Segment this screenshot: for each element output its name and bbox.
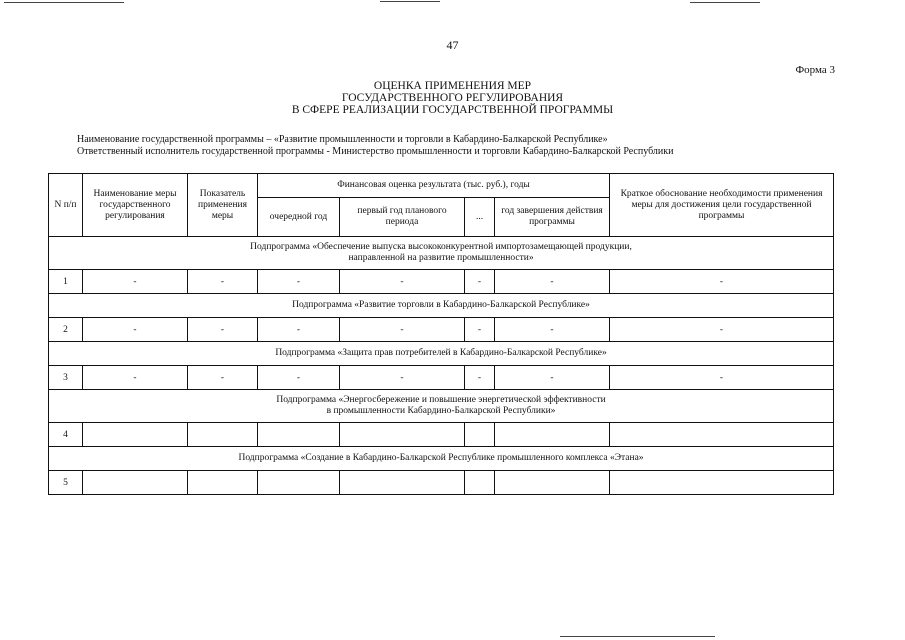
title-line: В СФЕРЕ РЕАЛИЗАЦИИ ГОСУДАРСТВЕННОЙ ПРОГРАММЫ: [291, 104, 614, 116]
page-number: 47: [446, 38, 459, 52]
table-row: [49, 471, 834, 495]
subprogram-row: [49, 390, 834, 423]
cell-measure: [83, 423, 188, 447]
subprogram-row: [49, 342, 834, 366]
subprogram-title: [49, 390, 834, 423]
cell-ellipsis: [465, 423, 495, 447]
cell-num: 5: [49, 471, 83, 495]
cell-justification: -: [610, 270, 834, 294]
cell-year-end: -: [495, 366, 610, 390]
subprogram-title: [49, 237, 834, 270]
cell-year-end: -: [495, 318, 610, 342]
cell-year-end: [495, 471, 610, 495]
subprogram-line: Подпрограмма «Развитие торговли в Кабардино-Балкарской Республике»: [292, 299, 590, 310]
subprogram-line: Подпрограмма «Создание в Кабардино-Балкарской Республике промышленного комплекса «Этана»: [238, 452, 644, 463]
cell-indicator: [188, 471, 258, 495]
subprogram-line: Подпрограмма «Защита прав потребителей в Кабардино-Балкарской Республике»: [275, 347, 607, 358]
subprogram-line: направленной на развитие промышленности»: [348, 253, 534, 263]
cell-year-first: -: [340, 318, 465, 342]
cell-year-current: -: [258, 318, 340, 342]
cell-year-first: [340, 423, 465, 447]
cell-year-current: [258, 423, 340, 447]
cell-justification: [610, 471, 834, 495]
scan-artifact-line: [380, 1, 440, 2]
cell-year-first: [340, 471, 465, 495]
cell-justification: [610, 423, 834, 447]
subprogram-title: [49, 447, 834, 471]
responsible-executor: Ответственный исполнитель государственной программы - Министерство промышленности и торговли Кабардино-Балкарской Республики: [77, 146, 674, 157]
cell-indicator: -: [188, 366, 258, 390]
table-header-row: [49, 174, 834, 198]
header-year-current: очередной год: [258, 198, 340, 237]
cell-num: 1: [49, 270, 83, 294]
subprogram-line: в промышленности Кабардино-Балкарской Республики»: [326, 406, 556, 416]
scan-artifact-line: [560, 636, 715, 637]
cell-justification: -: [610, 366, 834, 390]
scan-artifact-line: [4, 2, 124, 3]
cell-ellipsis: [465, 471, 495, 495]
table-row: [49, 270, 834, 294]
title-line: ОЦЕНКА ПРИМЕНЕНИЯ МЕР: [373, 80, 532, 92]
cell-measure: -: [83, 366, 188, 390]
header-year-end: год завершения действия программы: [495, 198, 610, 237]
cell-year-end: -: [495, 270, 610, 294]
cell-num: 2: [49, 318, 83, 342]
scan-artifact-line: [690, 2, 760, 3]
subprogram-line: Подпрограмма «Энергосбережение и повышение энергетической эффективности: [276, 394, 606, 405]
header-measure: Наименование меры государственного регулирования: [83, 174, 188, 237]
header-justification: Краткое обоснование необходимости применения меры для достижения цели государственной программы: [610, 174, 834, 237]
cell-year-first: -: [340, 366, 465, 390]
header-year-first: первый год планового периода: [340, 198, 465, 237]
cell-ellipsis: -: [465, 366, 495, 390]
table-row: [49, 366, 834, 390]
cell-justification: -: [610, 318, 834, 342]
subprogram-row: [49, 447, 834, 471]
cell-indicator: -: [188, 270, 258, 294]
program-meta: [77, 134, 673, 158]
measures-table: [48, 173, 834, 495]
subprogram-title: [49, 294, 834, 318]
header-finance: Финансовая оценка результата (тыс. руб.), годы: [258, 174, 610, 198]
program-name: Наименование государственной программы – «Развитие промышленности и торговли в Кабардино-Балкарской Республике»: [77, 134, 608, 145]
subprogram-line: Подпрограмма «Обеспечение выпуска высококонкурентной импортозамещающей продукции,: [250, 241, 632, 252]
cell-ellipsis: -: [465, 270, 495, 294]
cell-measure: [83, 471, 188, 495]
document-title: [0, 80, 905, 116]
cell-measure: -: [83, 318, 188, 342]
table-row: [49, 318, 834, 342]
cell-measure: -: [83, 270, 188, 294]
cell-num: 4: [49, 423, 83, 447]
table-row: [49, 423, 834, 447]
cell-year-first: -: [340, 270, 465, 294]
form-label: Форма 3: [795, 64, 835, 76]
cell-year-current: -: [258, 270, 340, 294]
cell-ellipsis: -: [465, 318, 495, 342]
cell-year-current: [258, 471, 340, 495]
subprogram-row: [49, 294, 834, 318]
subprogram-row: [49, 237, 834, 270]
cell-indicator: -: [188, 318, 258, 342]
title-line: ГОСУДАРСТВЕННОГО РЕГУЛИРОВАНИЯ: [341, 92, 564, 104]
header-num: N п/п: [49, 174, 83, 237]
cell-year-end: [495, 423, 610, 447]
cell-num: 3: [49, 366, 83, 390]
cell-year-current: -: [258, 366, 340, 390]
cell-indicator: [188, 423, 258, 447]
subprogram-title: [49, 342, 834, 366]
header-indicator: Показатель применения меры: [188, 174, 258, 237]
header-ellipsis: ...: [465, 198, 495, 237]
